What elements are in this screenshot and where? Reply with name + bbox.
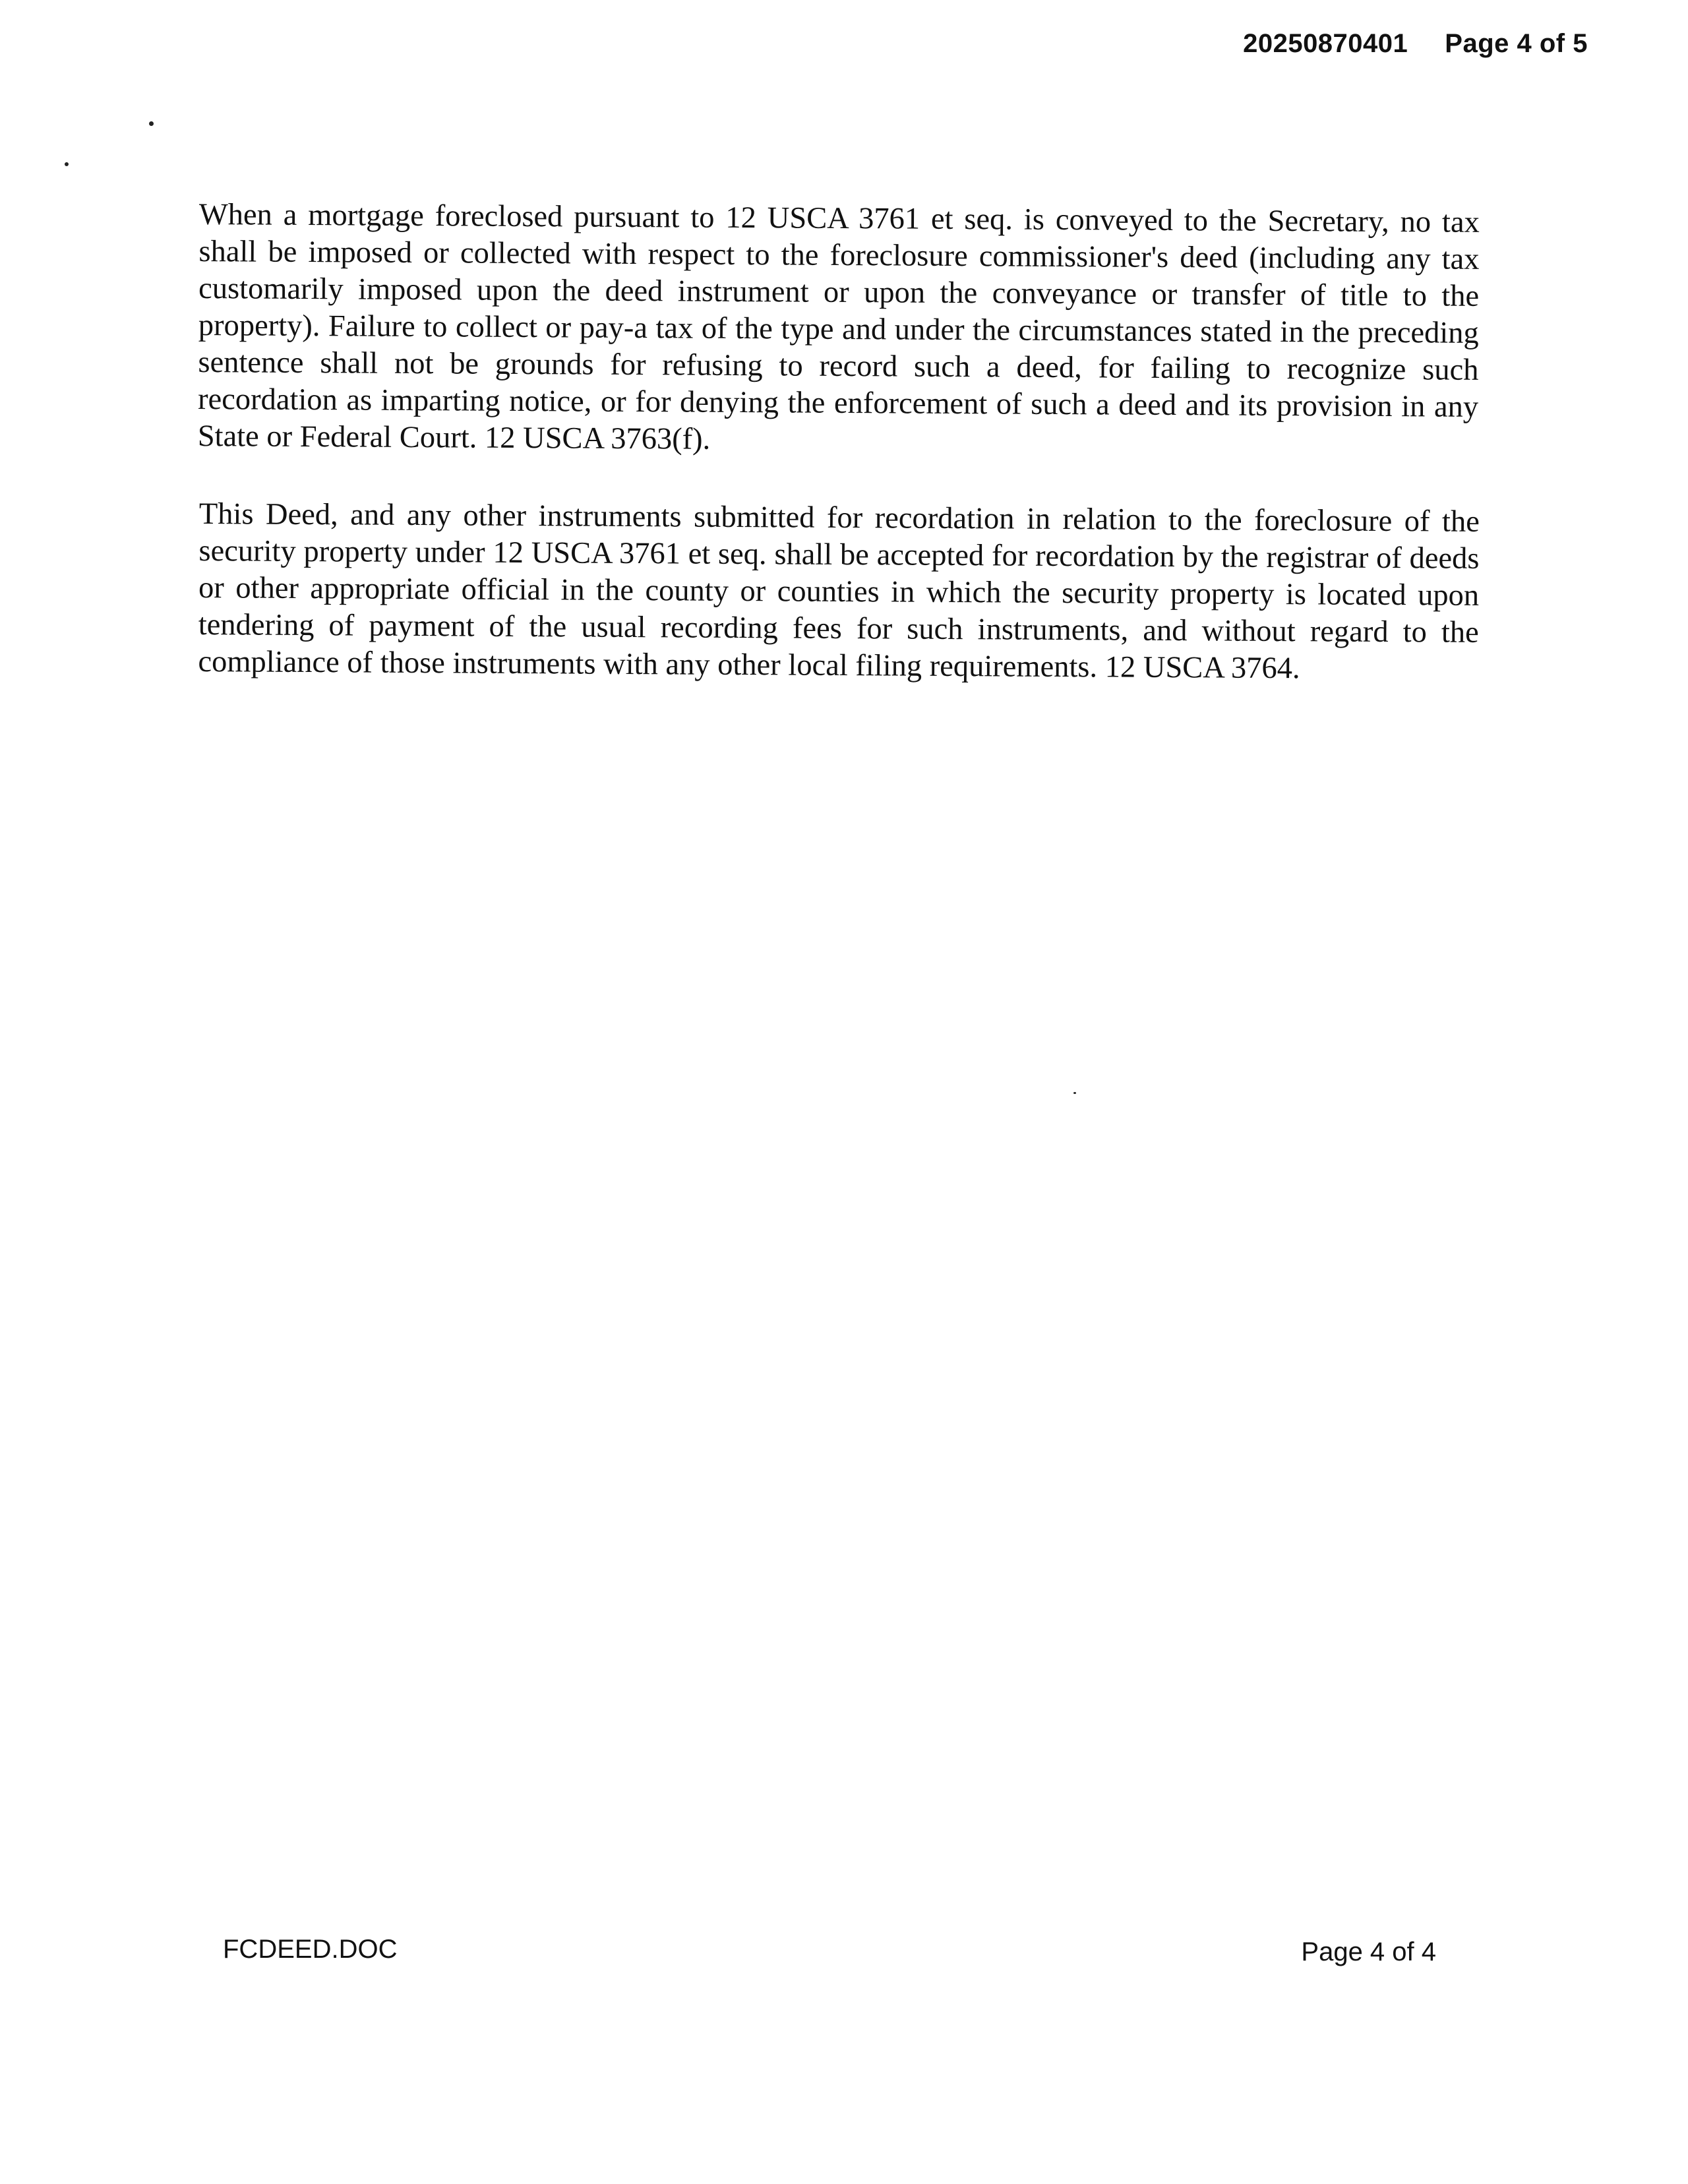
- scan-speck: [149, 121, 154, 126]
- scan-speck: [1073, 1092, 1076, 1094]
- body-paragraph-2: This Deed, and any other instruments submitted for recordation in relation to the foreclosure of the security property under 12 USCA 3761 et seq. shall be accepted for recordation by the registrar of deeds or other appropriate official in the county or counties in which the security property is located upon tendering of payment of the usual recording fees for such instruments, and without regard to the compliance of those instruments with any other local filing requirements. 12 USCA 3764.: [198, 497, 1480, 686]
- document-number: 20250870401: [1243, 29, 1408, 58]
- recording-header: [1243, 29, 1588, 59]
- scan-speck: [65, 162, 69, 166]
- body-paragraph-1: When a mortgage foreclosed pursuant to 12 USCA 3761 et seq. is conveyed to the Secretary, no tax shall be imposed or collected with respect to the foreclosure commissioner's deed (including any tax customarily imposed upon the deed instrument or upon the conveyance or transfer of title to the property). Failure to collect or pay-a tax of the type and under the circumstances stated in the preceding sentence shall not be grounds for refusing to record such a deed, for failing to recognize such recordation as imparting notice, or for denying the enforcement of such a deed and its provision in any State or Federal Court. 12 USCA 3763(f).: [197, 197, 1480, 456]
- footer-filename: FCDEED.DOC: [223, 1935, 398, 1964]
- footer-page-number: Page 4 of 4: [1301, 1937, 1436, 1966]
- header-page-number: Page 4 of 5: [1445, 29, 1588, 58]
